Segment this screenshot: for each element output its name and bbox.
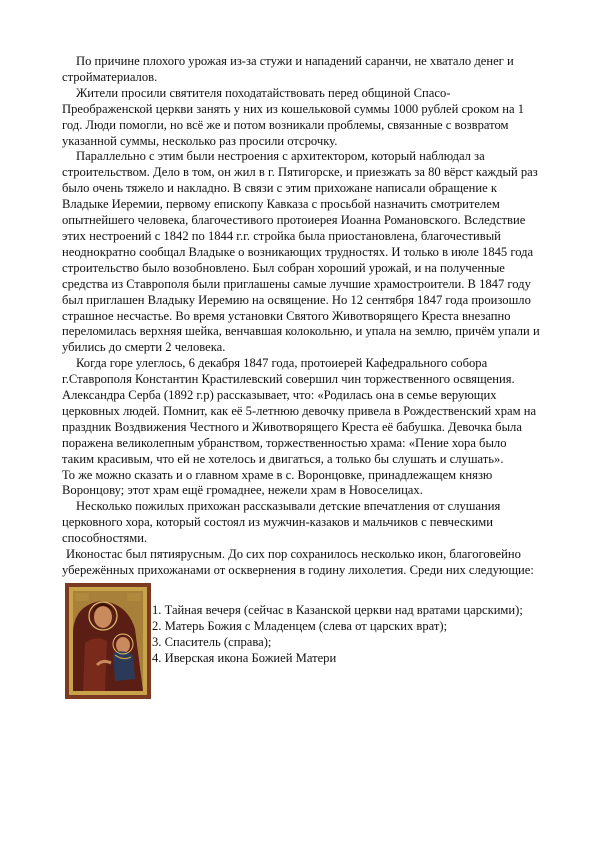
mother-of-god-icon (65, 583, 151, 699)
list-item: 2. Матерь Божия с Младенцем (слева от царских врат); (152, 618, 448, 633)
paragraph-1: По причине плохого урожая из-за стужи и нападений саранчи, не хватало денег и стройматериалов. (62, 54, 514, 84)
paragraph-7: Иконостас был пятиярусным. До сих пор сохранилось несколько икон, благоговейно убережённых прихожанами от осквернения в годину лихолетия. Среди них следующие: (62, 547, 534, 577)
document-page (62, 54, 540, 701)
list-item: 3. Спаситель (справа); (152, 634, 272, 649)
paragraph-5: То же можно сказать и о главном храме в с. Воронцовке, принадлежащем князю Воронцову; этот храм ещё громаднее, нежели храм в Новоселицах. (62, 467, 493, 498)
list-item: 1. Тайная вечеря (сейчас в Казанской церкви над вратами царскими); (152, 602, 523, 617)
list-item: 4. Иверская икона Божией Матери (152, 650, 337, 665)
paragraph-3: Параллельно с этим были нестроения с архитектором, который наблюдал за строительством. Дело в том, он жил в г. Пятигорске, и приезжать за 80 вёрст каждый раз было очень тяжело и накладно. В связи с этим прихожане написали обращение к Владыке Иеремии, первому епископу Кавказа с просьбой назначить смотрителем опытнейшего человека, благочестивого протоиерея Иоанна Романовского. Вследствие этих нестроений с 1842 по 1844 г.г. стройка была приостановлена, благочестивый неоднократно сообщал Владыке о возникающих трудностях. И только в июле 1845 года строительство было возобновлено. Был собран хороший урожай, и на полученные средства из Ставрополя были приглашены самые лучшие храмостроители. В 1847 году был приглашен Владыку Иеремию на освящение. Но 12 сентября 1847 года произошло страшное несчастье. Во время установки Святого Животворящего Креста внезапно переломилась верхняя шейка, венчавшая колокольню, и упала на землю, причём упали и убились до смерти 2 человека. (62, 149, 540, 355)
paragraph-4: Когда горе улеглось, 6 декабря 1847 года, протоиерей Кафедрального собора г.Ставрополя Константин Крастилевский совершил чин торжественного освящения. Александра Серба (1892 г.р) рассказывает, что: «Родилась она в семье верующих церковных людей. Помнит, как её 5-летнюю девочку привела в Рождественский храм на праздник Воздвижения Честного и Животворящего Креста её бабушка. Девочка была поражена великолепным убранством, торжественностью храма: «Пение хора было таким красивым, что ей не хотелось и двигаться, а только бы слушать и слушать». (62, 356, 537, 466)
icon-section (62, 581, 540, 701)
icon-list (152, 603, 540, 667)
paragraph-2: Жители просили святителя походатайствовать перед общиной Спасо-Преображенской церкви занять у них из кошельковой суммы 1000 рублей сроком на 1 год. Люди помогли, но всё же и потом возникали проблемы, связанные с возвратом указанной суммы, несколько раз просили отсрочку. (62, 85, 525, 148)
paragraph-6: Несколько пожилых прихожан рассказывали детские впечатления от слушания церковного хора, который состоял из мужчин-казаков и мальчиков с певческими способностями. (62, 499, 501, 546)
